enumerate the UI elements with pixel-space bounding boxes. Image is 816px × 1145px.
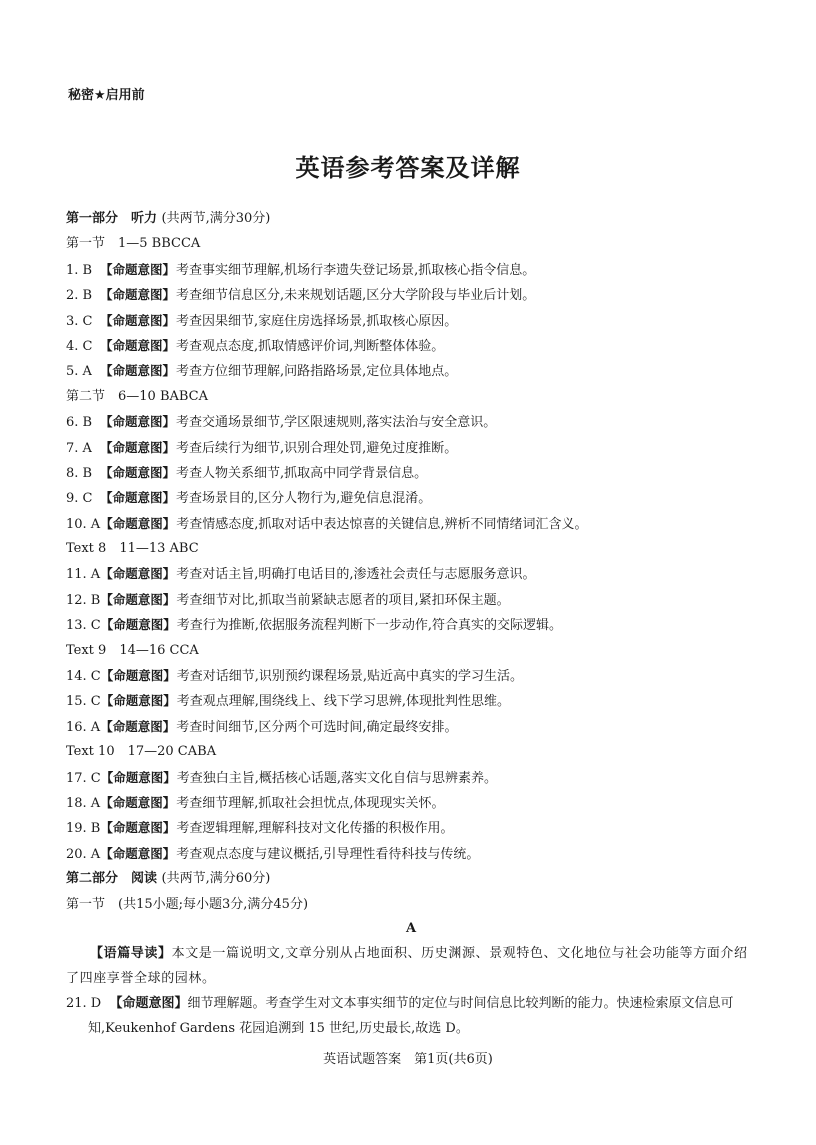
answer-number: 14. C [66,669,101,685]
part-label: 第二部分 阅读 [66,871,158,887]
intent-tag: 【命题意图】 [100,668,176,684]
answer-item [66,333,756,358]
answer-number: 4. C [66,338,93,354]
answer-list [66,663,756,739]
answer-item [66,612,756,637]
intent-tag: 【命题意图】 [100,769,176,785]
guide-text: 本文是一篇说明文,文章分别从占地面积、历史渊源、景观特色、文化地位与社会功能等方面介绍了四座享誉全球的园林。 [66,945,748,986]
section-heading: 第一节 1—5 BBCCA [66,236,201,252]
answer-item-21 [66,991,756,1041]
answer-item [66,308,756,333]
intent-tag: 【命题意图】 [100,337,176,353]
page-footer: 英语试题答案 第1页(共6页) [323,1052,493,1067]
answer-explanation: 考查观点态度与建议概括,引导理性看待科技与传统。 [176,846,480,862]
answer-explanation: 考查观点理解,围绕线上、线下学习思辨,体现批判性思维。 [176,694,511,710]
intent-tag: 【命题意图】 [100,718,176,734]
answer-number: 15. C [66,694,101,710]
intent-tag: 【命题意图】 [100,820,176,836]
intent-tag: 【命题意图】 [100,261,176,277]
text-heading: Text 10 17—20 CABA [66,744,217,760]
part-label: 第一部分 听力 [66,211,158,226]
answer-number: 17. C [66,770,101,786]
answer-item [66,511,756,536]
answer-item [66,815,756,840]
intent-tag: 【命题意图】 [100,439,176,455]
answer-item [66,409,756,434]
part-heading [66,206,756,231]
part-detail: (共两节,满分60分) [161,871,271,887]
intent-tag: 【命题意图】 [100,287,176,303]
intent-tag: 【命题意图】 [100,617,176,633]
answer-item [66,435,756,460]
answer-explanation: 考查细节理解,抓取社会担忧点,体现现实关怀。 [176,795,445,811]
answer-explanation: 考查交通场景细节,学区限速规则,落实法治与安全意识。 [176,415,497,431]
answer-number: 18. A [66,795,101,811]
answer-explanation: 考查逻辑理解,理解科技对文化传播的积极作用。 [176,821,454,837]
answer-number: 3. C [66,313,93,329]
answer-number: 6. B [66,415,93,431]
answer-explanation: 考查细节信息区分,未来规划话题,区分大学阶段与毕业后计划。 [176,288,536,304]
intent-tag: 【命题意图】 [100,693,176,709]
intent-tag: 【命题意图】 [100,312,176,328]
answer-number: 19. B [66,821,101,837]
answer-item [66,358,756,383]
answer-explanation: 考查独白主旨,概括核心话题,落实文化自信与思辨素养。 [176,770,498,786]
answer-item [66,841,756,866]
answer-explanation: 考查时间细节,区分两个可选时间,确定最终安排。 [176,719,458,735]
answer-number: 7. A [66,440,92,456]
intent-tag: 【命题意图】 [100,845,176,861]
answer-number: 8. B [66,465,93,481]
answer-item [66,714,756,739]
part-detail: (共两节,满分30分) [161,211,271,226]
intent-tag: 【命题意图】 [100,490,176,506]
answer-number: 12. B [66,592,101,608]
answer-item [66,282,756,307]
answer-item [66,561,756,586]
answer-item [66,587,756,612]
answer-number: 16. A [66,719,101,735]
intent-tag: 【命题意图】 [100,464,176,480]
answer-number: 20. A [66,846,101,862]
answer-explanation: 细节理解题。考查学生对文本事实细节的定位与时间信息比较判断的能力。快速检索原文信息可知,Keukenhof Gardens 花园追溯到 15 世纪,历史最长,故选 D。 [88,995,734,1036]
answer-item [66,460,756,485]
intent-tag: 【命题意图】 [100,363,176,379]
answer-number: 1. B [66,262,93,278]
answer-explanation: 考查方位细节理解,问路指路场景,定位具体地点。 [176,364,458,380]
intent-tag: 【命题意图】 [100,566,176,582]
guide-tag: 【语篇导读】 [90,945,172,961]
page-title: 英语参考答案及详解 [295,154,521,182]
text-heading: Text 8 11—13 ABC [66,541,199,557]
answer-item [66,688,756,713]
answer-number: 21. D [66,995,102,1011]
answer-list [66,409,756,536]
answer-explanation: 考查对话细节,识别预约课程场景,贴近高中真实的学习生活。 [176,669,524,685]
answer-list [66,765,756,867]
section-heading: 第一节 (共15小题;每小题3分,满分45分) [66,896,309,912]
answer-explanation: 考查事实细节理解,机场行李遗失登记场景,抓取核心指令信息。 [176,262,536,278]
answer-explanation: 考查场景目的,区分人物行为,避免信息混淆。 [176,491,432,507]
section-heading: 第二节 6—10 BABCA [66,388,209,404]
intent-tag: 【命题意图】 [100,591,176,607]
answer-explanation: 考查细节对比,抓取当前紧缺志愿者的项目,紧扣环保主题。 [176,592,510,608]
answer-explanation: 考查因果细节,家庭住房选择场景,抓取核心原因。 [176,313,458,329]
answer-number: 2. B [66,288,93,304]
answer-number: 10. A [66,516,101,532]
answer-item [66,790,756,815]
intent-tag: 【命题意图】 [100,515,176,531]
text-heading: Text 9 14—16 CCA [66,642,199,658]
passage-label: A [405,920,417,936]
part-heading [66,866,756,891]
answer-explanation: 考查对话主旨,明确打电话目的,渗透社会责任与志愿服务意识。 [176,567,536,583]
answer-list [66,257,756,384]
answer-explanation: 考查观点态度,抓取情感评价词,判断整体体验。 [176,338,445,354]
answer-item [66,663,756,688]
confidential-mark: 秘密★启用前 [68,88,145,103]
intent-tag: 【命题意图】 [109,995,188,1011]
passage-guide [66,941,756,991]
answer-explanation: 考查后续行为细节,识别合理处罚,避免过度推断。 [176,440,458,456]
answer-item [66,257,756,282]
answer-number: 13. C [66,618,101,634]
answer-list [66,561,756,637]
answer-body [66,206,756,1041]
answer-item [66,765,756,790]
answer-number: 11. A [66,567,101,583]
answer-explanation: 考查人物关系细节,抓取高中同学背景信息。 [176,465,428,481]
intent-tag: 【命题意图】 [100,794,176,810]
answer-explanation: 考查行为推断,依据服务流程判断下一步动作,符合真实的交际逻辑。 [176,618,563,634]
answer-number: 5. A [66,364,92,380]
answer-explanation: 考查情感态度,抓取对话中表达惊喜的关键信息,辨析不同情绪词汇含义。 [176,516,588,532]
answer-item [66,485,756,510]
intent-tag: 【命题意图】 [100,414,176,430]
answer-number: 9. C [66,491,93,507]
